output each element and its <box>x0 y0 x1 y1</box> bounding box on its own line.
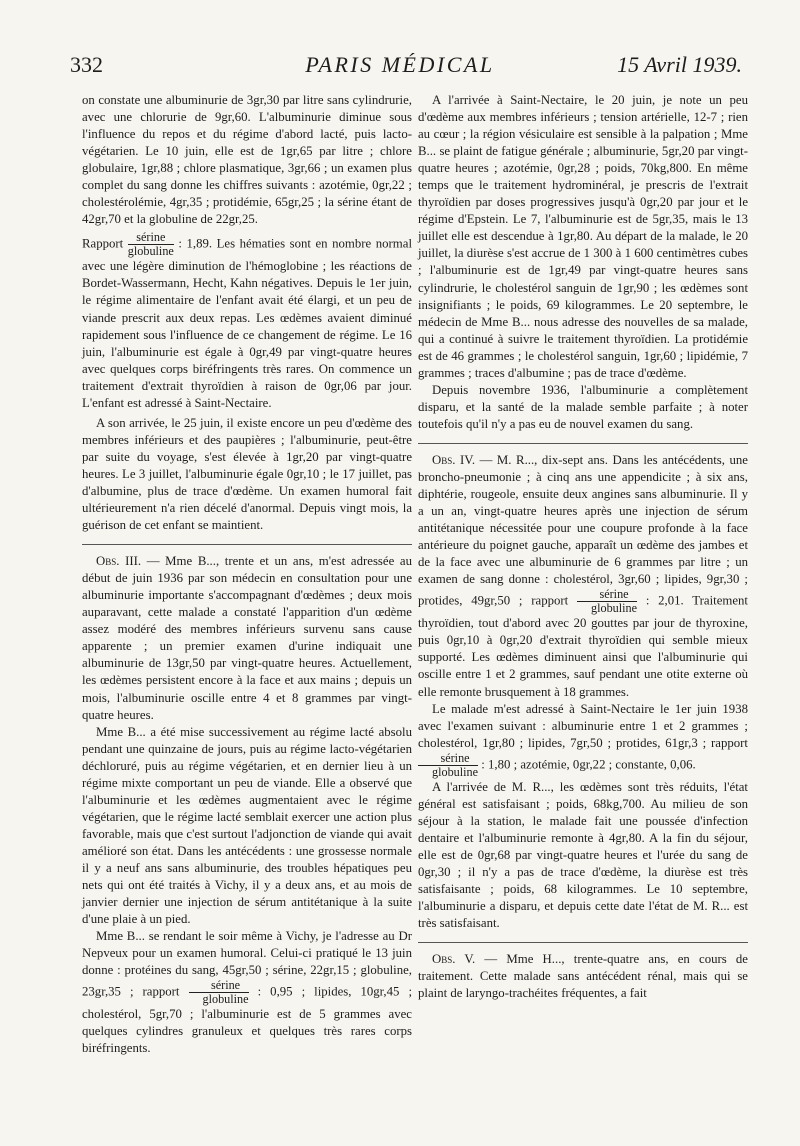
paragraph: A son arrivée, le 25 juin, il existe encore un peu d'œdème des membres inférieurs et des paupières ; l'albuminurie, peut-être par suite du voyage, s'est élevée à 1gr,20 par vingt-quatre heures. Le 3 juillet, l'albuminurie égale 0gr,10 ; le 17 juillet, pas d'albumine, plus de trace d'œdème. Un examen humoral fait ultérieurement n'a rien décelé d'anormal. Depuis vingt mois, la guérison de cet enfant se maintient. <box>82 415 412 533</box>
ratio-fraction <box>189 979 249 1006</box>
paragraph-text: : 0,95 ; lipides, 10gr,45 ; cholestérol, 5gr,70 ; l'albuminurie est de 5 grammes avec quelques cylindres granuleux et quelques très rares corps biréfringents. <box>82 984 413 1056</box>
ratio-fraction <box>577 588 637 615</box>
section-divider <box>418 443 748 444</box>
ratio-label: Rapport <box>82 236 124 251</box>
paragraph-text: Le malade m'est adressé à Saint-Nectaire le 1er juin 1938 avec l'examen suivant : albuminurie entre 1 et 2 grammes ; cholestérol, 1gr,80 ; lipides, 7gr,50 ; protides, 61gr,3 ; rapport <box>418 701 748 750</box>
fraction-numerator: sérine <box>440 750 470 765</box>
paragraph <box>82 928 412 1057</box>
page-header <box>0 52 800 86</box>
right-column <box>418 92 748 1002</box>
fraction-denominator: globuline <box>418 765 478 779</box>
paragraph: Depuis novembre 1936, l'albuminurie a complètement disparu, et la santé de la malade semble parfaite ; à noter toutefois qu'il n'y a pas eu de nouvel examen du sang. <box>418 382 748 431</box>
paragraph-text: — Mme H..., trente-quatre ans, en cours de traitement. Cette malade sans antécédent rénal, mais qui se plaint de laryngo-trachéites fréquentes, a fait <box>418 952 748 1001</box>
paragraph-text: : 2,01. Traitement thyroïdien, tout d'abord avec 20 gouttes par jour de thyroxine, puis 0gr,10 à 0gr,20 d'extrait thyroïdien qui semble mieux supporté. Les œdèmes diminuent ainsi que l'albuminurie qui oscille entre 1 et 2 grammes, sauf pendant une otite externe où elle remonte brusquement à 18 grammes. <box>418 593 748 699</box>
section-divider <box>82 544 412 545</box>
paragraph-text: — M. R..., dix-sept ans. Dans les antécédents, une broncho-pneumonie ; à cinq ans une appendicite ; à six ans, diphtérie, rougeole, ensuite deux angines sans albuminurie. Il y a un an, vingt-quatre heures après une injection de sérum antitétanique nécessitée pour une coupure profonde à la face antérieure du poignet gauche, apparaît un œdème des jambes et de la face avec une albuminurie de 6 grammes par litre ; un examen de sang donne : cholestérol, 3gr,60 ; lipides, 9gr,30 ; protides, 49gr,50 ; rapport <box>418 452 748 608</box>
left-column <box>82 92 412 1057</box>
paragraph-text: Mme B... se rendant le soir même à Vichy, je l'adresse au Dr Nepveux pour un examen humoral. Celui-ci pratiqué le 13 juin donne : protéines du sang, 45gr,50 ; sérine, 22gr,15 ; globuline, 23gr,35 ; rapport <box>82 929 412 999</box>
observation-paragraph <box>418 452 748 701</box>
paragraph: A l'arrivée de M. R..., les œdèmes sont très réduits, l'état général est satisfaisant ; poids, 68kg,700. Au milieu de son séjour à la station, le malade fait une poussée d'infection dentaire et l'albuminurie remonte à 4gr,80. A la fin du séjour, elle est de 0gr,68 par vingt-quatre heures et l'urée du sang de 0gr,30 ; il n'y a pas de trace d'œdème, la diurèse est très satisfaisante ; poids, 68 kilogrammes. Le 10 septembre, l'albuminurie a disparu, et depuis cette date l'état de M. R... est très satisfaisant. <box>418 779 748 931</box>
observation-paragraph <box>82 553 412 723</box>
paragraph-text: : 1,89. Les hématies sont en nombre normal avec une légère diminution de l'hémoglobine ; les réactions de Bordet-Wassermann, Hecht, Kahn négatives. Depuis le 1er juin, le régime alimentaire de l'enfant avait été élargi, et un peu de viande prescrit aux deux repas. Les œdèmes avaient diminué rapidement sous l'influence de ce changement de régime. Le 16 juin, l'albuminurie est égale à 0gr,49 par vingt-quatre heures avec quelques corps biréfringents très rares. On commence un traitement d'extrait thyroïdien à raison de 0gr,06 par jour. L'enfant est adressé à Saint-Nectaire. <box>82 236 412 410</box>
observation-paragraph <box>418 951 748 1002</box>
ratio-paragraph <box>82 231 412 411</box>
observation-label: Obs. IV. <box>432 452 476 467</box>
journal-title: PARIS MÉDICAL <box>305 52 495 77</box>
paragraph: A l'arrivée à Saint-Nectaire, le 20 juin, je note un peu d'œdème aux membres inférieurs ; tension artérielle, 12-7 ; rien au cœur ; la région vésiculaire est sensible à la palpation ; Mme B... se plaint de fatigue générale ; albuminurie, 5gr,20 par vingt-quatre heures ; azotémie, 0gr,28 ; poids, 70kg,800. En même temps que le traitement hydrominéral, je prescris de l'extrait thyroïdien par doses progressives jusqu'à 0gr,20 par jour et le régime d'Epstein. Le 7, l'albuminurie est de 5gr,35, mais le 13 juillet elle est descendue à 1gr,80. Au départ de la malade, le 20 juillet, la diurèse s'est accrue de 1 300 à 1 600 centimètres cubes ; l'albuminurie est de 1gr,49 par vingt-quatre heures sans cylindrurie, le cholestérol sanguin de 1gr,90 ; les œdèmes sont insignifiants ; le poids, 69 kilogrammes. Le 20 septembre, le médecin de Mme B... nous adresse des nouvelles de sa malade, qui a continué à suivre le traitement thyroïdien. La protidémie est de 46 grammes ; le cholestérol sanguin, 1gr,60 ; lipidémie, 7 grammes ; traces d'albumine ; pas de trace d'œdème. <box>418 93 748 380</box>
fraction-numerator: sérine <box>599 587 629 602</box>
fraction-denominator: globuline <box>577 601 637 615</box>
paragraph <box>418 701 748 779</box>
fraction-numerator: sérine <box>136 230 166 245</box>
fraction-numerator: sérine <box>210 978 241 993</box>
paragraph-text: : 1,80 ; azotémie, 0gr,22 ; constante, 0,06. <box>481 757 696 772</box>
fraction-denominator: globuline <box>189 992 249 1006</box>
fraction-denominator: globuline <box>127 244 174 259</box>
observation-label: Obs. III. <box>96 554 142 569</box>
ratio-fraction <box>418 752 478 779</box>
ratio-fraction <box>128 231 174 258</box>
observation-label: Obs. V. <box>432 952 476 967</box>
page-number: 332 <box>70 52 103 77</box>
paragraph: Mme B... a été mise successivement au régime lacté absolu pendant une quinzaine de jours, puis au régime lacto-végétarien déchloruré, puis au régime végétarien, et en dernier lieu à un régime mixte comportant un peu de viande. Elle a observé que l'albuminurie et les œdèmes augmentaient avec le régime végétarien, que le régime lacté semblait exercer une action plus favorable, mais que c'est surtout l'adjonction de viande qui avait amélioré son état. Dans les antécédents : une grossesse normale il y a neuf ans sans albuminurie, des troubles hépatiques peu nets qui ont été traités à Vichy, il y a deux ans, et au mois de janvier dernier une injection de sérum antitétanique à la suite d'une plaie à un pied. <box>82 724 412 927</box>
paragraph-text: — Mme B..., trente et un ans, m'est adressée au début de juin 1936 par son médecin en consultation pour une albuminurie importante s'accompagnant d'œdèmes ; deux mois auparavant, cette malade a constaté l'apparition d'un œdème assez modéré des membres inférieurs survenu sans cause apparente ; un premier examen d'urine indiquait une albuminurie de 13gr,50 par vingt-quatre heures. Actuellement, les œdèmes persistent encore à la face et aux mains ; depuis un mois, l'albuminurie oscille entre 4 et 8 grammes par vingt-quatre heures. <box>82 554 412 722</box>
paragraph: on constate une albuminurie de 3gr,30 par litre sans cylindrurie, avec une chlorurie de 9gr,60. L'albuminurie diminue sous l'influence du repos et du régime d'abord lacté, puis lacto-végétarien. Le 10 juin, elle est de 1gr,65 par litre ; chlore globulaire, 1gr,88 ; chlore plasmatique, 3gr,66 ; un examen plus complet du sang donne les chiffres suivants : azotémie, 0gr,22 ; cholestérolémie, 4gr,35 ; protidémie, 65gr,25 ; la sérine étant de 42gr,70 et la globuline de 22gr,25. <box>82 93 412 227</box>
issue-date: 15 Avril 1939. <box>617 52 742 77</box>
section-divider <box>418 942 748 943</box>
